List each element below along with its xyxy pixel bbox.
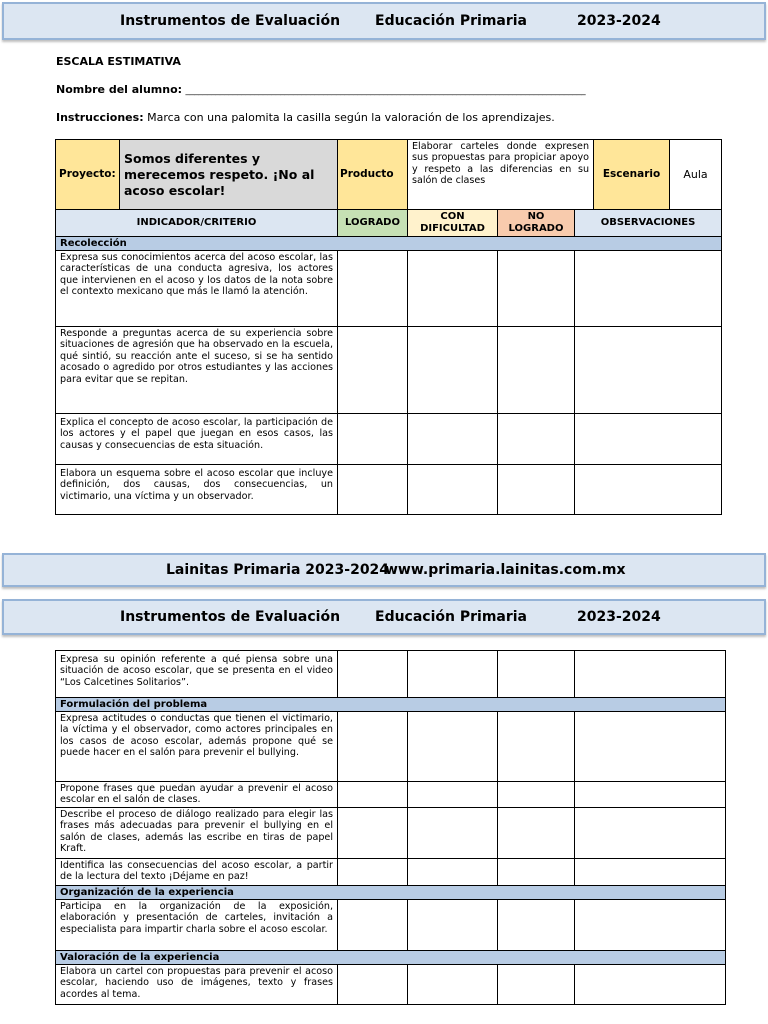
header-title: Instrumentos de Evaluación [120,13,341,29]
table-row [56,712,726,782]
criterion-text: Participa en la organización de la exposición, elaboración y presentación de carteles, invitación a especialista para impartir charla sobre el acoso escolar. [56,899,338,950]
achieved-cell[interactable] [338,899,408,950]
not-achieved-cell[interactable] [498,782,575,808]
difficulty-cell[interactable] [408,858,498,885]
table-row [56,807,726,858]
product-label: Producto [338,140,408,210]
column-achieved: LOGRADO [338,210,408,237]
criterion-text: Expresa sus conocimientos acerca del acoso escolar, las características de una conducta agresiva, los actores que intervienen en el acoso y los datos de la nota sobre el contexto mexicano que más le llamó la atención. [56,251,338,327]
difficulty-cell[interactable] [408,651,498,698]
observations-cell[interactable] [575,327,722,414]
not-achieved-cell[interactable] [498,858,575,885]
difficulty-cell[interactable] [408,964,498,1004]
achieved-cell[interactable] [338,651,408,698]
criterion-text: Expresa su opinión referente a qué piensa sobre una situación de acoso escolar, que se presenta en el video “Los Calcetines Solitarios”. [56,651,338,698]
header-banner-page2 [2,599,766,635]
table-row [56,899,726,950]
difficulty-cell[interactable] [408,465,498,515]
column-difficulty: CON DIFICULTAD [408,210,498,237]
achieved-cell[interactable] [338,782,408,808]
instructions-text: Marca con una palomita la casilla según la valoración de los aprendizajes. [143,111,555,124]
achieved-cell[interactable] [338,964,408,1004]
header-year: 2023-2024 [577,609,661,625]
difficulty-cell[interactable] [408,251,498,327]
difficulty-cell[interactable] [408,712,498,782]
difficulty-cell[interactable] [408,414,498,465]
observations-cell[interactable] [575,782,726,808]
scenario-value: Aula [670,140,722,210]
table-row [56,327,722,414]
not-achieved-cell[interactable] [498,712,575,782]
header-banner [2,2,766,40]
observations-cell[interactable] [575,465,722,515]
observations-cell[interactable] [575,858,726,885]
header-year: 2023-2024 [577,13,661,29]
evaluation-table-page1 [55,139,722,515]
difficulty-cell[interactable] [408,807,498,858]
criterion-text: Explica el concepto de acoso escolar, la participación de los actores y el papel que juegan en esos casos, las causas y consecuencias de esta situación. [56,414,338,465]
criterion-text: Expresa actitudes o conductas que tienen el victimario, la víctima y el observador, como actores principales en los casos de acoso escolar, además propone qué se puede hacer en el salón para prevenir el bullying. [56,712,338,782]
criterion-text: Responde a preguntas acerca de su experiencia sobre situaciones de agresión que ha observado en la escuela, qué sintió, su reacción ante el suceso, si se ha sentido acosado o agredido por otros estudiantes y las acciones para evitar que se repitan. [56,327,338,414]
document-title: ESCALA ESTIMATIVA [56,55,181,68]
header-title: Instrumentos de Evaluación [120,609,341,625]
section-header: Organización de la experiencia [56,885,726,899]
criterion-text: Elabora un cartel con propuestas para prevenir el acoso escolar, haciendo uso de imágenes, texto y frases acordes al tema. [56,964,338,1004]
difficulty-cell[interactable] [408,782,498,808]
table-row [56,465,722,515]
table-row [56,251,722,327]
observations-cell[interactable] [575,414,722,465]
header-level: Educación Primaria [375,609,528,625]
table-row [56,651,726,698]
header-level: Educación Primaria [375,13,528,29]
section-header: Valoración de la experiencia [56,950,726,964]
achieved-cell[interactable] [338,807,408,858]
not-achieved-cell[interactable] [498,964,575,1004]
not-achieved-cell[interactable] [498,327,575,414]
difficulty-cell[interactable] [408,327,498,414]
achieved-cell[interactable] [338,465,408,515]
instructions [56,111,555,124]
section-header: Formulación del problema [56,698,726,712]
table-row [56,964,726,1004]
criterion-text: Identifica las consecuencias del acoso escolar, a partir de la lectura del texto ¡Déjame en paz! [56,858,338,885]
criterion-text: Describe el proceso de diálogo realizado para elegir las frases más adecuadas para prevenir el bullying en el salón de clases, además las escribe en tiras de papel Kraft. [56,807,338,858]
instructions-label: Instrucciones: [56,111,144,124]
column-observations: OBSERVACIONES [575,210,722,237]
student-name-line[interactable]: _____________________________________________________________________________________________ [185,86,586,96]
project-name: Somos diferentes y merecemos respeto. ¡No al acoso escolar! [120,140,338,210]
product-description: Elaborar carteles donde expresen sus propuestas para propiciar apoyo y respeto a las diferencias en su salón de clases [408,140,594,210]
not-achieved-cell[interactable] [498,807,575,858]
table-row [56,414,722,465]
not-achieved-cell[interactable] [498,251,575,327]
evaluation-table-page2 [55,650,726,1005]
column-not-achieved: NO LOGRADO [498,210,575,237]
footer-text: Lainitas Primaria 2023-2024 [166,562,390,578]
achieved-cell[interactable] [338,712,408,782]
observations-cell[interactable] [575,964,726,1004]
section-header: Recolección [56,237,722,251]
criterion-text: Propone frases que puedan ayudar a prevenir el acoso escolar en el salón de clases. [56,782,338,808]
footer-banner [2,553,766,587]
table-row [56,858,726,885]
not-achieved-cell[interactable] [498,414,575,465]
observations-cell[interactable] [575,807,726,858]
table-row [56,782,726,808]
observations-cell[interactable] [575,899,726,950]
achieved-cell[interactable] [338,251,408,327]
student-name-row [56,83,585,96]
observations-cell[interactable] [575,712,726,782]
footer-url[interactable]: www.primaria.lainitas.com.mx [385,562,626,578]
difficulty-cell[interactable] [408,899,498,950]
criterion-text: Elabora un esquema sobre el acoso escolar que incluye definición, dos causas, dos consecuencias, un victimario, una víctima y un observador. [56,465,338,515]
achieved-cell[interactable] [338,414,408,465]
observations-cell[interactable] [575,651,726,698]
not-achieved-cell[interactable] [498,651,575,698]
student-name-label: Nombre del alumno: [56,83,183,96]
project-label: Proyecto: [56,140,120,210]
not-achieved-cell[interactable] [498,899,575,950]
observations-cell[interactable] [575,251,722,327]
scenario-label: Escenario [594,140,670,210]
achieved-cell[interactable] [338,327,408,414]
column-criterion: INDICADOR/CRITERIO [56,210,338,237]
not-achieved-cell[interactable] [498,465,575,515]
achieved-cell[interactable] [338,858,408,885]
